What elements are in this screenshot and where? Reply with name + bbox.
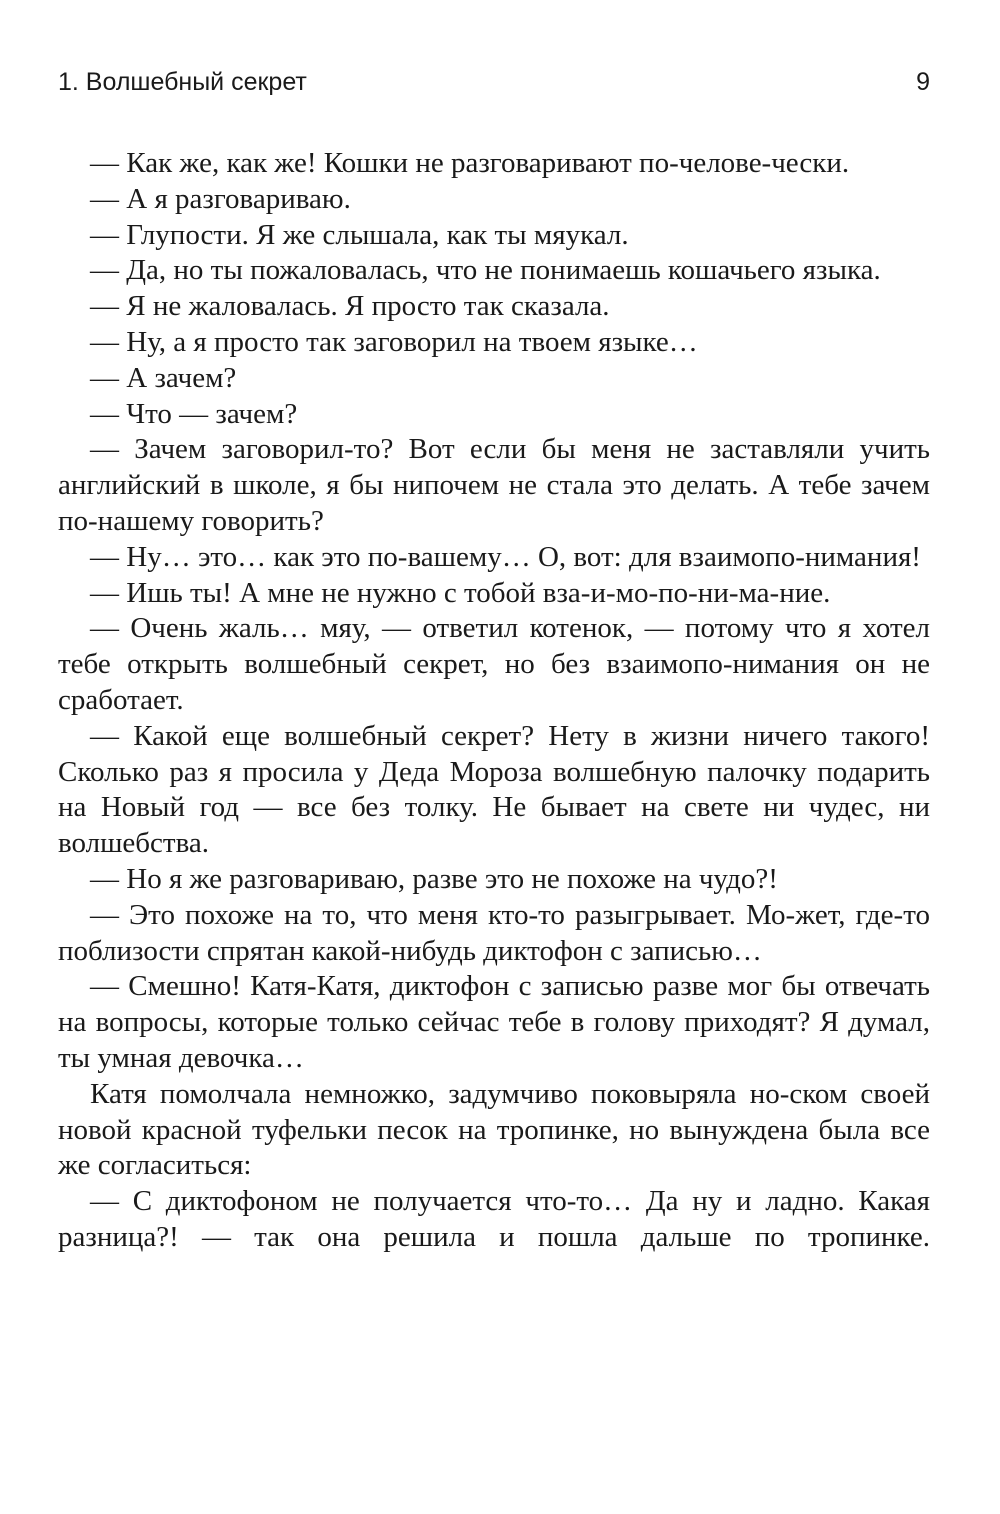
- paragraph: Катя помолчала немножко, задумчиво поковыряла но-ском своей новой красной туфельки песок на тропинке, но вынуждена была все же согласиться:: [58, 1077, 930, 1182]
- paragraph: — Ну, а я просто так заговорил на твоем языке…: [90, 325, 698, 358]
- paragraph: — Как же, как же! Кошки не разговаривают по-челове-чески.: [90, 147, 850, 179]
- paragraph: — Ну… это… как это по-вашему… О, вот: для взаимопо-нимания!: [90, 540, 921, 573]
- paragraph: — С диктофоном не получается что-то… Да ну и ладно. Какая разница?! — так она решила и пошла дальше по тропинке.: [58, 1185, 930, 1253]
- paragraph: — Ишь ты! А мне не нужно с тобой вза-и-мо-по-ни-ма-ние.: [90, 576, 831, 609]
- paragraph: — А я разговариваю.: [90, 182, 351, 215]
- paragraph: — Очень жаль… мяу, — ответил котенок, — потому что я хотел тебе открыть волшебный секрет, но без взаимопо-нимания он не сработает.: [58, 612, 930, 716]
- paragraph: — Зачем заговорил-то? Вот если бы меня не заставляли учить английский в школе, я бы нипочем не стала это делать. А тебе зачем по-нашему говорить?: [58, 433, 930, 537]
- running-header: [58, 64, 930, 100]
- paragraph: — Это похоже на то, что меня кто-то разыгрывает. Мо-жет, где-то поблизости спрятан какой-нибудь диктофон с записью…: [58, 898, 930, 967]
- chapter-title: 1. Волшебный секрет: [58, 68, 307, 96]
- paragraph: — Глупости. Я же слышала, как ты мяукал.: [90, 218, 629, 251]
- paragraph: — Но я же разговариваю, разве это не похоже на чудо?!: [90, 862, 778, 895]
- paragraph: — А зачем?: [90, 361, 237, 394]
- page-number: 9: [916, 68, 930, 96]
- paragraph: — Что — зачем?: [90, 397, 298, 430]
- paragraph: — Какой еще волшебный секрет? Нету в жизни ничего такого! Сколько раз я просила у Деда Мороза волшебную палочку подарить на Новый год — все без толку. Не бывает на свете ни чудес, ни волшебства.: [58, 719, 930, 860]
- paragraph: — Я не жаловалась. Я просто так сказала.: [90, 290, 610, 323]
- paragraph: — Да, но ты пожаловалась, что не понимаешь кошачьего языка.: [90, 254, 881, 287]
- page-text: [58, 146, 930, 1256]
- paragraph: — Смешно! Катя-Катя, диктофон с записью разве мог бы отвечать на вопросы, которые только сейчас тебе в голову приходят? Я думал, ты умная девочка…: [58, 970, 930, 1074]
